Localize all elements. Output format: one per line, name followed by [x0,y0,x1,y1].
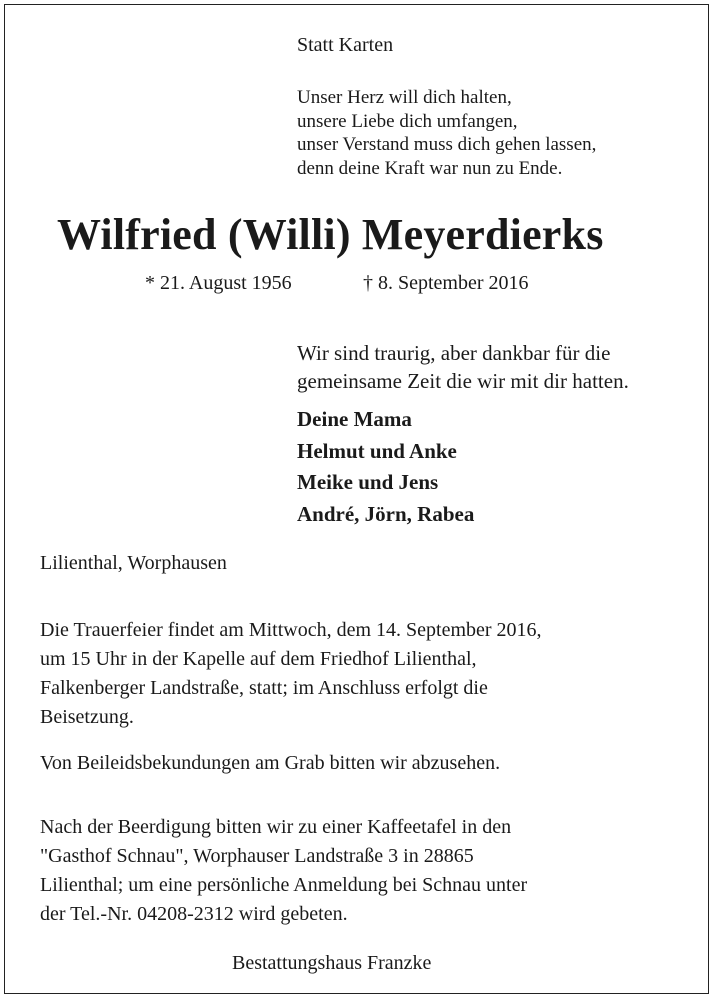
deceased-name: Wilfried (Willi) Meyerdierks [57,210,604,259]
death-date: † 8. September 2016 [363,272,529,294]
funeral-line: um 15 Uhr in der Kapelle auf dem Friedhof Lilienthal, [40,648,477,670]
mourner: Meike und Jens [297,470,439,494]
funeral-line: Falkenberger Landstraße, statt; im Anschluss erfolgt die [40,677,488,699]
mourner: Deine Mama [297,407,412,431]
statt-karten: Statt Karten [297,34,394,56]
condolences-note: Von Beileidsbekundungen am Grab bitten wir abzusehen. [40,752,501,774]
poem-line: denn deine Kraft war nun zu Ende. [297,157,563,179]
mourner: Helmut und Anke [297,438,457,463]
location: Lilienthal, Worphausen [40,552,227,574]
funeral-line: Die Trauerfeier findet am Mittwoch, dem 14. September 2016, [40,619,542,641]
gratitude-line: Wir sind traurig, aber dankbar für die [297,341,611,365]
poem-line: unsere Liebe dich umfangen, [297,110,518,132]
reception-line: der Tel.-Nr. 04208-2312 wird gebeten. [40,903,348,925]
poem-line: unser Verstand muss dich gehen lassen, [297,134,597,155]
birth-date: * 21. August 1956 [145,272,292,294]
mourner: André, Jörn, Rabea [297,501,475,526]
reception-line: "Gasthof Schnau", Worphauser Landstraße 3 in 28865 [40,845,474,867]
undertaker: Bestattungshaus Franzke [232,952,432,974]
reception-line: Lilienthal; um eine persönliche Anmeldung bei Schnau unter [40,874,528,896]
mourners-list [297,404,474,530]
funeral-line: Beisetzung. [40,706,134,728]
funeral-notice [40,616,542,732]
gratitude-text [297,339,629,395]
poem [297,86,596,180]
gratitude-line: gemeinsame Zeit die wir mit dir hatten. [297,369,629,393]
reception-notice [40,813,527,929]
poem-line: Unser Herz will dich halten, [297,87,512,108]
reception-line: Nach der Beerdigung bitten wir zu einer Kaffeetafel in den [40,816,512,838]
